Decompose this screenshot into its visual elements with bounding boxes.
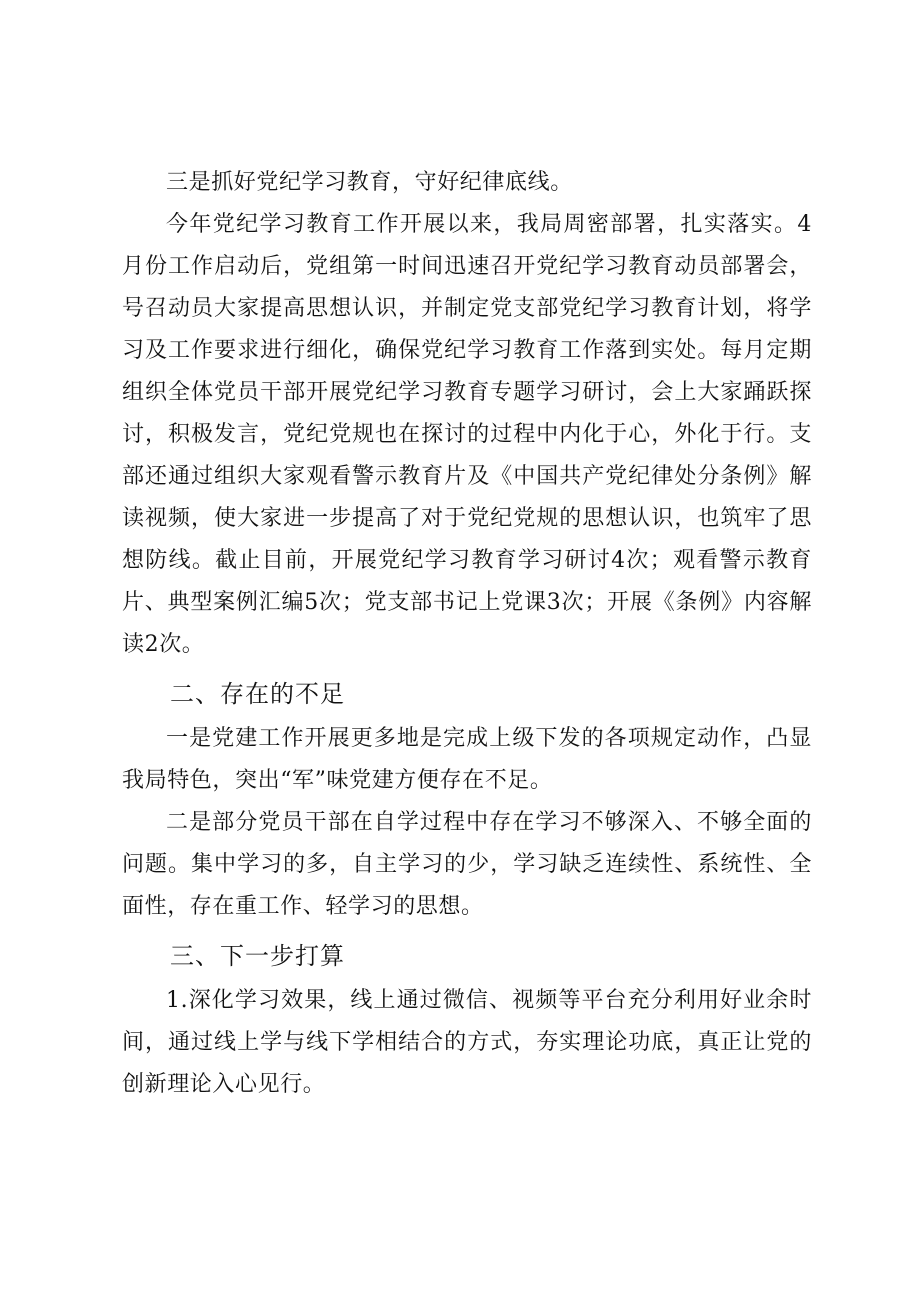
paragraph-shortcoming-two: 二是部分党员干部在自学过程中存在学习不够深入、不够全面的问题。集中学习的多，自主学习的少，学习缺乏连续性、系统性、全面性，存在重工作、轻学习的思想。 [122,810,812,919]
document-body [122,162,812,1106]
paragraph-study-education-title: 三是抓好党纪学习教育，守好纪律底线。 [166,170,573,195]
section-heading-shortcomings: 二、存在的不足 [170,680,345,708]
paragraph-shortcoming-one: 一是党建工作开展更多地是完成上级下发的各项规定动作，凸显我局特色，突出“军”味党建方便存在不足。 [122,726,812,793]
section-heading-next-steps: 三、下一步打算 [170,942,345,970]
paragraph-next-step-one: 1.深化学习效果，线上通过微信、视频等平台充分利用好业余时间，通过线上学与线下学相结合的方式，夯实理论功底，真正让党的创新理论入心见行。 [122,988,812,1097]
paragraph-study-education-detail: 今年党纪学习教育工作开展以来，我局周密部署，扎实落实。4月份工作启动后，党组第一时间迅速召开党纪学习教育动员部署会，号召动员大家提高思想认识，并制定党支部党纪学习教育计划，将学习及工作要求进行细化，确保党纪学习教育工作落到实处。每月定期组织全体党员干部开展党纪学习教育专题学习研讨，会上大家踊跃探讨，积极发言，党纪党规也在探讨的过程中内化于心，外化于行。支部还通过组织大家观看警示教育片及《中国共产党纪律处分条例》解读视频，使大家进一步提高了对于党纪党规的思想认识，也筑牢了思想防线。截止目前，开展党纪学习教育学习研讨4次；观看警示教育片、典型案例汇编5次；党支部书记上党课3次；开展《条例》内容解读2次。 [122,212,812,657]
